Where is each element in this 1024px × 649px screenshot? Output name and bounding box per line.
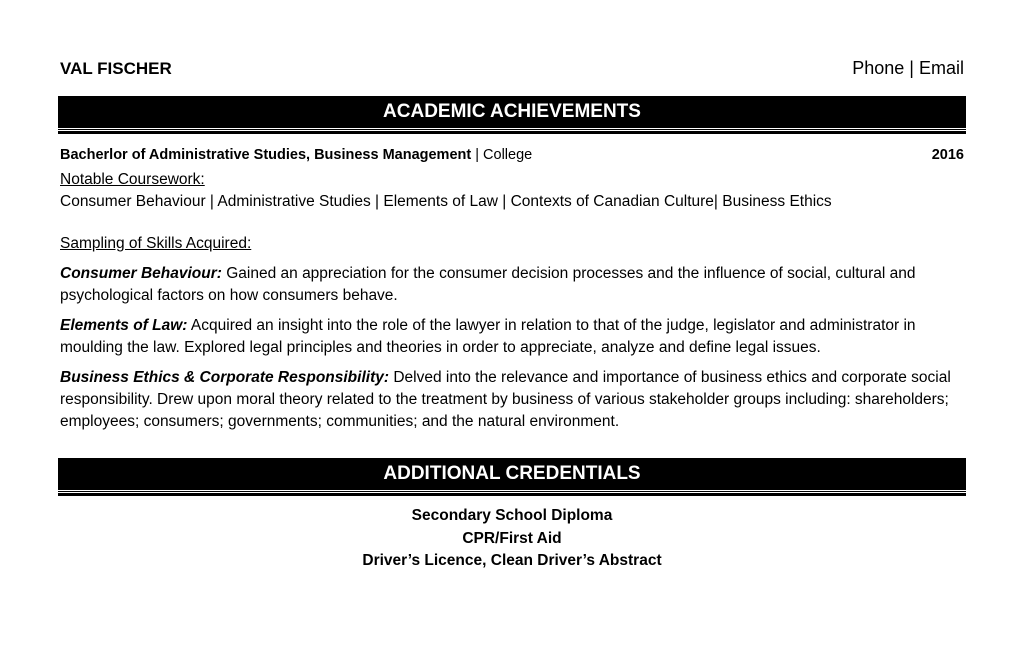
institution: | College [471, 147, 533, 163]
section-heading-credentials: ADDITIONAL CREDENTIALS [58, 458, 966, 493]
coursework-list: Consumer Behaviour | Administrative Studies | Elements of Law | Contexts of Canadian Culture| Business Ethics [60, 193, 832, 210]
skill-label: Business Ethics & Corporate Responsibility: [60, 369, 390, 386]
candidate-name: VAL FISCHER [60, 59, 172, 78]
credentials-list [58, 505, 966, 573]
coursework-heading: Notable Coursework: [60, 171, 205, 188]
skill-text: Gained an appreciation for the consumer decision processes and the influence of social, cultural and psychological factors on how consumers behave. [60, 265, 916, 304]
degree-row [58, 147, 966, 163]
resume-page [58, 58, 966, 573]
skills-heading: Sampling of Skills Acquired: [60, 235, 252, 252]
credential-item: CPR/First Aid [462, 529, 562, 547]
coursework-block [58, 169, 966, 213]
degree-title: Bacherlor of Administrative Studies, Business Management [60, 147, 472, 163]
credential-item: Driver’s Licence, Clean Driver’s Abstract [362, 552, 662, 569]
skill-text: Acquired an insight into the role of the lawyer in relation to that of the judge, legislator and administrator in moulding the law. Explored legal principles and theories in order to appreciate, analyze and define legal issues. [60, 317, 916, 356]
skill-label: Elements of Law: [60, 317, 188, 334]
degree-info [60, 147, 532, 163]
skill-item [58, 315, 966, 359]
section-heading-academic: ACADEMIC ACHIEVEMENTS [58, 96, 966, 131]
skill-text: Delved into the relevance and importance of business ethics and corporate social responsibility. Drew upon moral theory related to the treatment by business of various stakeholder groups including: shareholders; employees; consumers; governments; communities; and the natural environment. [60, 369, 951, 430]
contact-info: Phone | Email [852, 58, 964, 78]
resume-header [58, 58, 966, 88]
graduation-year: 2016 [931, 147, 964, 163]
skill-item [58, 263, 966, 307]
skill-item [58, 367, 966, 433]
skill-label: Consumer Behaviour: [60, 265, 222, 282]
credential-item: Secondary School Diploma [411, 507, 613, 524]
